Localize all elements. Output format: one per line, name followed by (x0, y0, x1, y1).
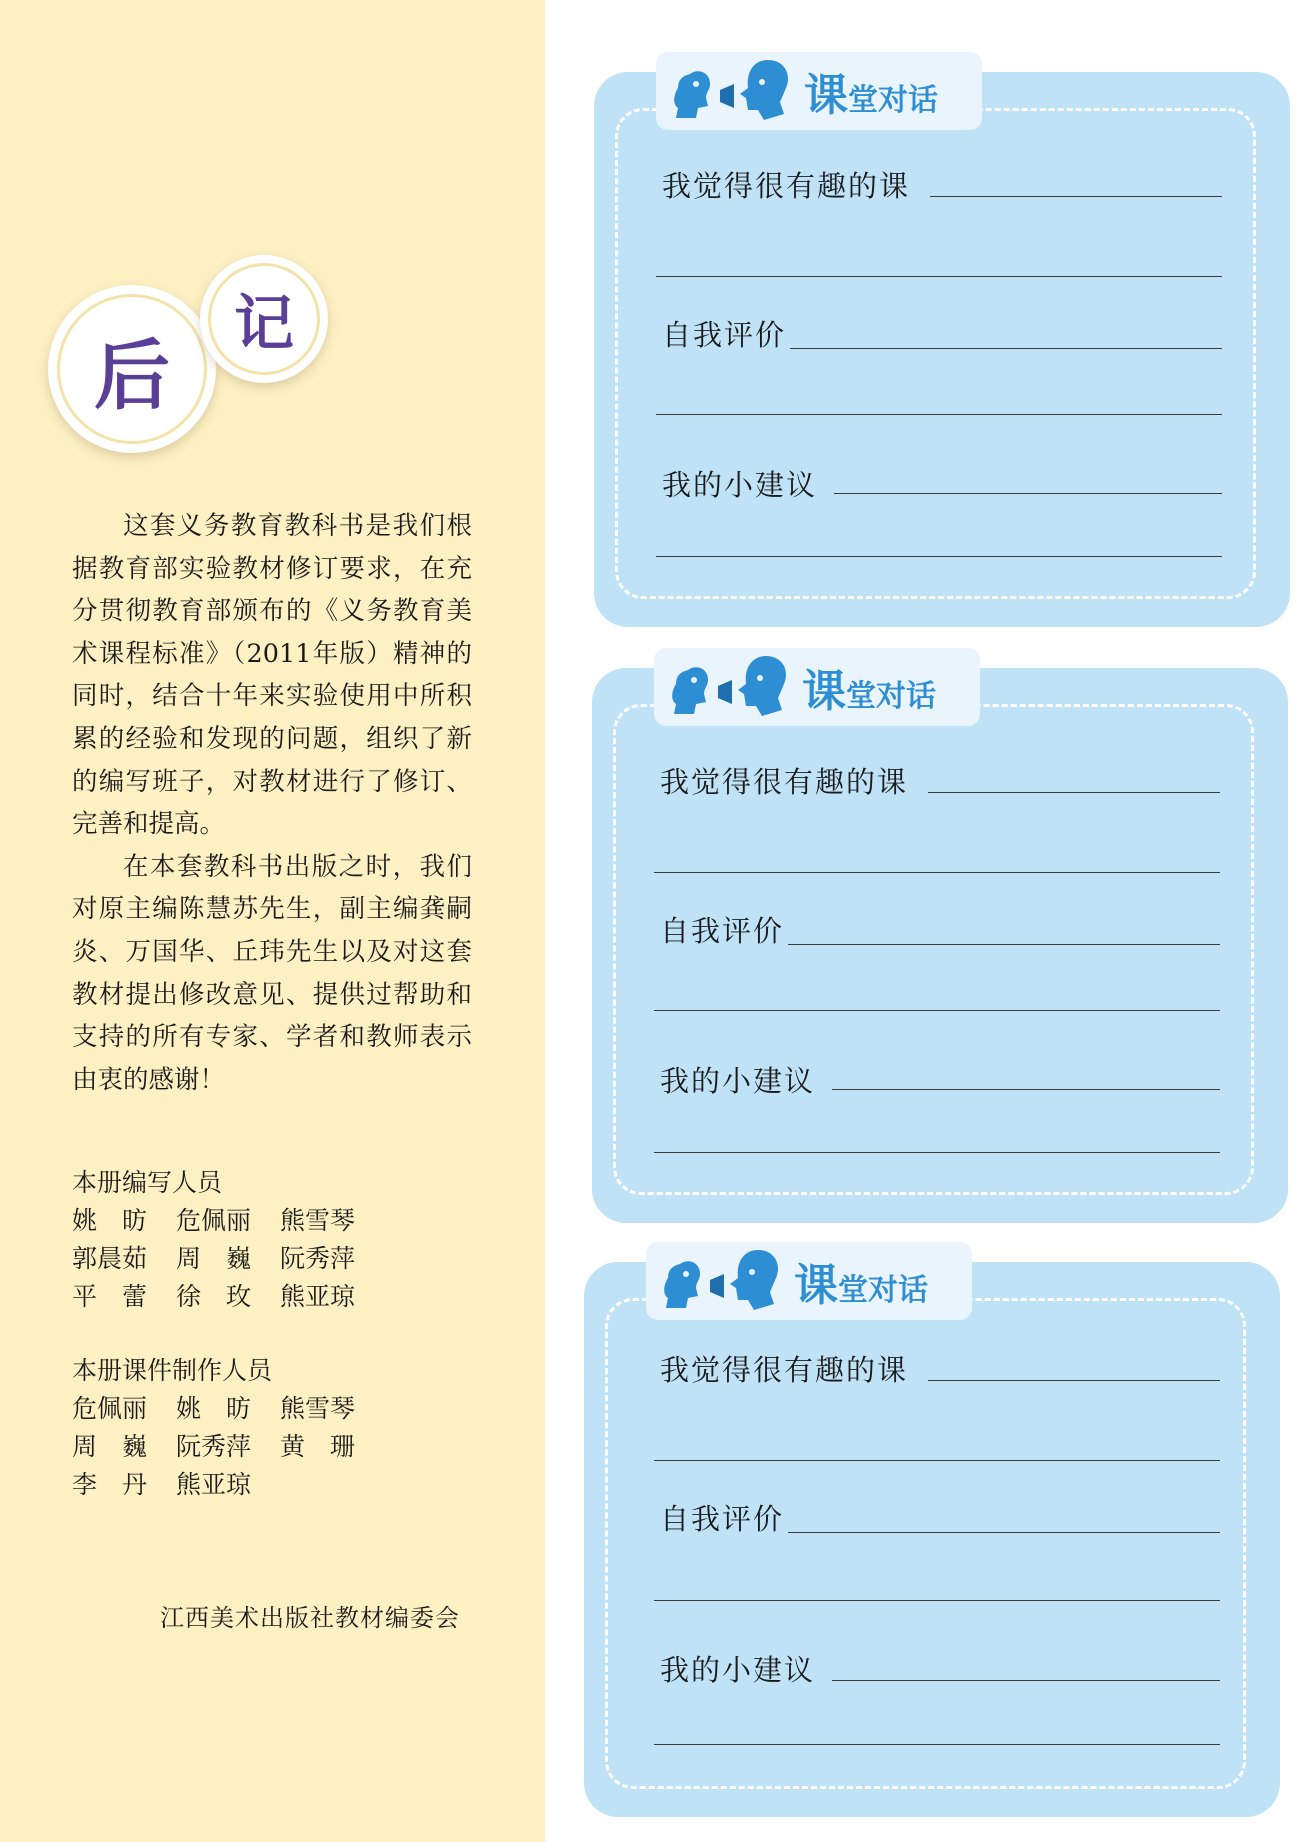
self-evaluation-line[interactable] (788, 1532, 1220, 1533)
writer-name: 阮秀萍 (280, 1244, 356, 1273)
interesting-lesson-label: 我觉得很有趣的课 (662, 169, 911, 203)
interesting-lesson-line-2[interactable] (654, 1460, 1220, 1461)
courseware-name: 危佩丽 (72, 1394, 148, 1423)
writer-name: 郭晨茹 (72, 1244, 148, 1273)
writer-name: 平 蕾 (72, 1282, 148, 1311)
dialogue-faces-icon (658, 1244, 788, 1318)
interesting-lesson-label: 我觉得很有趣的课 (660, 1353, 909, 1387)
publisher-credit: 江西美术出版社教材编委会 (160, 1604, 460, 1632)
courseware-name: 姚 昉 (176, 1394, 252, 1423)
suggestion-line-2[interactable] (654, 1152, 1220, 1153)
writers-credits (72, 1164, 384, 1316)
self-evaluation-label: 自我评价 (660, 1502, 785, 1536)
heading-circle-2 (200, 255, 328, 383)
suggestion-line[interactable] (832, 1680, 1220, 1681)
writers-title: 本册编写人员 (72, 1168, 223, 1197)
heading-char-1: 后 (94, 330, 170, 420)
courseware-row (72, 1466, 384, 1504)
courseware-name: 阮秀萍 (176, 1432, 252, 1461)
writer-name: 周 巍 (176, 1244, 252, 1273)
courseware-name: 熊亚琼 (176, 1470, 252, 1499)
afterword-text (72, 505, 472, 1101)
writers-row (72, 1278, 384, 1316)
tab-title-small: 堂对话 (838, 1273, 928, 1308)
suggestion-label: 我的小建议 (660, 1653, 816, 1687)
courseware-credits (72, 1352, 384, 1504)
class-dialogue-header (656, 52, 982, 130)
heading-circle-1 (48, 285, 216, 453)
interesting-lesson-line[interactable] (928, 1380, 1220, 1381)
dialogue-faces-icon (666, 650, 796, 724)
suggestion-label: 我的小建议 (662, 468, 818, 502)
suggestion-line-2[interactable] (654, 1744, 1220, 1745)
self-evaluation-line[interactable] (788, 944, 1220, 945)
tab-title-small: 堂对话 (846, 679, 936, 714)
writer-name: 徐 玫 (176, 1282, 252, 1311)
courseware-name: 熊雪琴 (280, 1394, 356, 1423)
writers-row (72, 1240, 384, 1278)
class-dialogue-header (646, 1242, 972, 1320)
writers-row (72, 1202, 384, 1240)
tab-title-big: 课 (794, 1260, 838, 1311)
afterword-paragraph-2: 在本套教科书出版之时，我们对原主编陈慧苏先生，副主编龚嗣炎、万国华、丘玮先生以及对这套教材提出修改意见、提供过帮助和支持的所有专家、学者和教师表示由衷的感谢！ (72, 851, 472, 1095)
writer-name: 姚 昉 (72, 1206, 148, 1235)
class-dialogue-header (654, 648, 980, 726)
courseware-title: 本册课件制作人员 (72, 1356, 273, 1385)
self-evaluation-label: 自我评价 (662, 318, 787, 352)
self-evaluation-line-2[interactable] (654, 1600, 1220, 1601)
courseware-name: 李 丹 (72, 1470, 148, 1499)
class-dialogue-title (794, 1249, 928, 1313)
writer-name: 熊雪琴 (280, 1206, 356, 1235)
class-dialogue-title (802, 655, 936, 719)
class-dialogue-card (594, 72, 1290, 627)
dialogue-faces-icon (668, 54, 798, 128)
courseware-name: 周 巍 (72, 1432, 148, 1461)
writer-name: 熊亚琼 (280, 1282, 356, 1311)
self-evaluation-line-2[interactable] (654, 1010, 1220, 1011)
afterword-paragraph-1: 这套义务教育教科书是我们根据教育部实验教材修订要求，在充分贯彻教育部颁布的《义务教育美术课程标准》（2011年版）精神的同时，结合十年来实验使用中所积累的经验和发现的问题，组织了新的编写班子，对教材进行了修订、完善和提高。 (72, 511, 472, 840)
suggestion-line-2[interactable] (656, 556, 1222, 557)
class-dialogue-card (584, 1262, 1280, 1817)
self-evaluation-line[interactable] (790, 348, 1222, 349)
tab-title-small: 堂对话 (848, 83, 938, 118)
writer-name: 危佩丽 (176, 1206, 252, 1235)
tab-title-big: 课 (804, 70, 848, 121)
interesting-lesson-line[interactable] (930, 196, 1222, 197)
courseware-row (72, 1390, 384, 1428)
courseware-name: 黄 珊 (280, 1432, 356, 1461)
interesting-lesson-line-2[interactable] (654, 872, 1220, 873)
suggestion-line[interactable] (834, 493, 1222, 494)
interesting-lesson-line-2[interactable] (656, 276, 1222, 277)
suggestion-line[interactable] (832, 1089, 1220, 1090)
class-dialogue-title (804, 59, 938, 123)
self-evaluation-line-2[interactable] (656, 414, 1222, 415)
interesting-lesson-label: 我觉得很有趣的课 (660, 765, 909, 799)
courseware-row (72, 1428, 384, 1466)
heading-char-2: 记 (234, 289, 294, 359)
self-evaluation-label: 自我评价 (660, 914, 785, 948)
class-dialogue-card (592, 668, 1288, 1223)
interesting-lesson-line[interactable] (928, 792, 1220, 793)
suggestion-label: 我的小建议 (660, 1064, 816, 1098)
tab-title-big: 课 (802, 666, 846, 717)
left-panel (0, 0, 545, 1842)
